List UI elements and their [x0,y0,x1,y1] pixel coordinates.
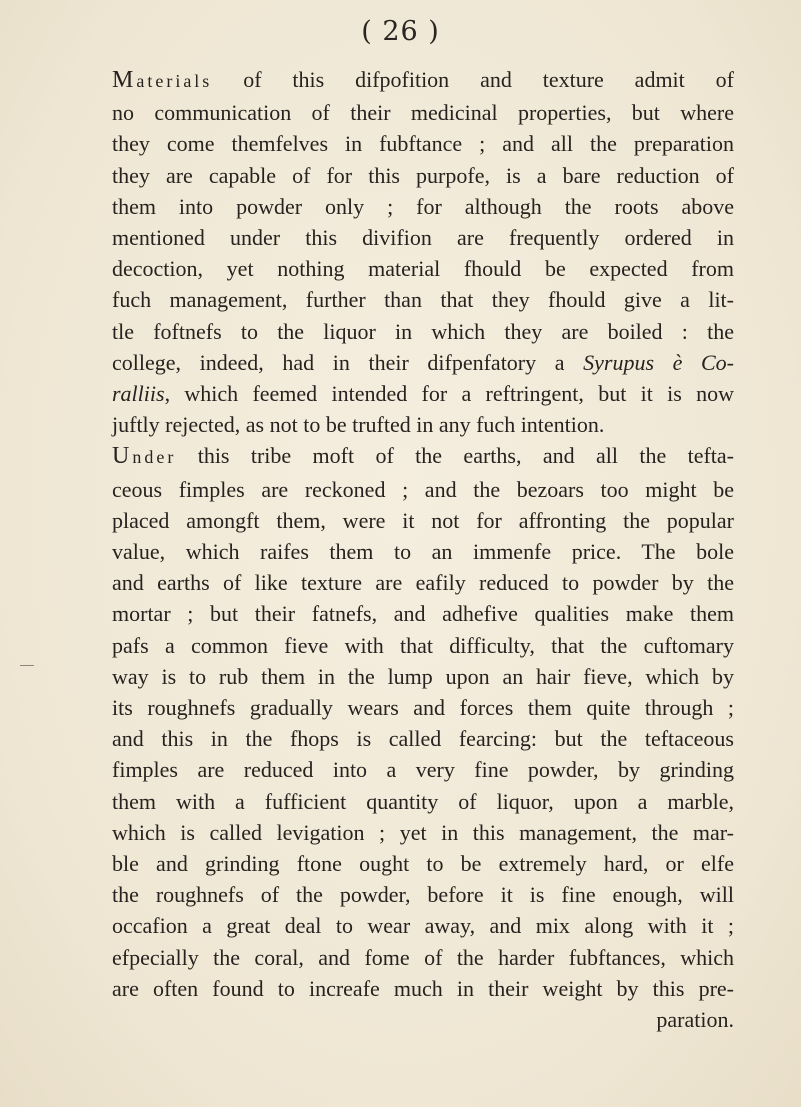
text-line: which is called levigation ; yet in this management, the mar- [112,819,734,845]
text-line: the roughnefs of the powder, before it is fine enough, will [112,882,734,908]
latin-title-cont: ralliis [112,381,165,407]
text-line: tle foftnefs to the liquor in which they are boiled : the [112,318,734,344]
text-line: Under this tribe moft of the earths, and all the tefta- [112,443,734,470]
text-line: efpecially the coral, and fome of the harder fubftances, which [112,944,734,970]
text-line: decoction, yet nothing material fhould be expected from [112,256,734,282]
text-line: mentioned under this divifion are frequently ordered in [112,225,734,251]
text-line: value, which raifes them to an immenfe price. The bole [112,539,734,565]
text-line: are often found to increafe much in their weight by this pre- [112,975,734,1001]
small-caps-word: Materials [112,67,213,93]
text-line: them with a fufficient quantity of liquor, upon a marble, [112,788,734,814]
text-line: them into powder only ; for although the roots above [112,193,734,219]
text-line: mortar ; but their fatnefs, and adhefive qualities make them [112,601,734,627]
text-line: and earths of like texture are eafily reduced to powder by the [112,570,734,596]
text-line: way is to rub them in the lump upon an hair fieve, which by [112,663,734,689]
text-line: ceous fimples are reckoned ; and the bezoars too might be [112,476,734,502]
latin-title: Syrupus è Co- [583,349,734,375]
text-line: they come themfelves in fubftance ; and all the preparation [112,131,734,157]
margin-mark [20,665,34,666]
text-line: ralliis, which feemed intended for a reftringent, but it is now [112,381,734,407]
text-line: paration. [656,1007,734,1033]
small-caps-word: Under [112,443,177,470]
text-line: fimples are reduced into a very fine powder, by grinding [112,757,734,783]
text-line: its roughnefs gradually wears and forces them quite through ; [112,695,734,721]
text-line: juftly rejected, as not to be trufted in any fuch intention. [112,412,605,438]
text-line: no communication of their medicinal properties, but where [112,100,734,126]
text-line: they are capable of for this purpofe, is a bare reduction of [112,162,734,188]
text-line: ble and grinding ftone ought to be extremely hard, or elfe [112,851,734,877]
text-line: pafs a common fieve with that difficulty, that the cuftomary [112,632,734,658]
text-line: occafion a great deal to wear away, and mix along with it ; [112,913,734,939]
text-line: and this in the fhops is called fearcing: but the teftaceous [112,726,734,752]
text-line: college, indeed, had in their difpenfatory a Syrupus è Co- [112,349,734,375]
body-text [112,64,734,1035]
page-number: ( 26 ) [361,16,440,47]
text-line: fuch management, further than that they fhould give a lit- [112,287,734,313]
text-line: placed amongft them, were it not for affronting the popular [112,507,734,533]
text-line: Materials of this difpofition and texture admit of [112,67,734,93]
